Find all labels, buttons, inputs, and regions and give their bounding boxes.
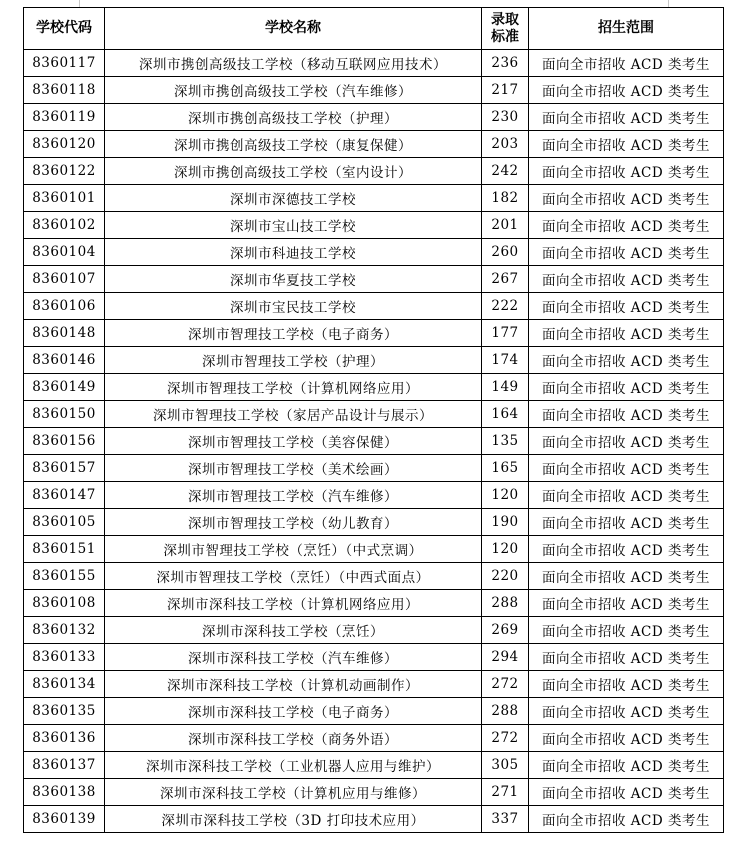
enrollment-scope-cell: 面向全市招收 ACD 类考生 bbox=[529, 104, 724, 131]
table-row bbox=[24, 509, 724, 536]
school-name-cell: 深圳市携创高级技工学校（护理） bbox=[105, 104, 482, 131]
school-name-cell: 深圳市智理技工学校（汽车维修） bbox=[105, 482, 482, 509]
enrollment-scope-cell: 面向全市招收 ACD 类考生 bbox=[529, 131, 724, 158]
admission-score-cell: 174 bbox=[482, 347, 529, 374]
admission-score-cell: 288 bbox=[482, 590, 529, 617]
school-code-cell: 8360149 bbox=[24, 374, 105, 401]
school-name-cell: 深圳市科迪技工学校 bbox=[105, 239, 482, 266]
school-code-cell: 8360107 bbox=[24, 266, 105, 293]
school-code-cell: 8360118 bbox=[24, 77, 105, 104]
enrollment-scope-cell: 面向全市招收 ACD 类考生 bbox=[529, 644, 724, 671]
school-name-cell: 深圳市智理技工学校（美术绘画） bbox=[105, 455, 482, 482]
enrollment-scope-cell: 面向全市招收 ACD 类考生 bbox=[529, 455, 724, 482]
enrollment-scope-cell: 面向全市招收 ACD 类考生 bbox=[529, 671, 724, 698]
table-row bbox=[24, 455, 724, 482]
enrollment-scope-cell: 面向全市招收 ACD 类考生 bbox=[529, 401, 724, 428]
admission-score-cell: 271 bbox=[482, 779, 529, 806]
school-name-cell: 深圳市深科技工学校（商务外语） bbox=[105, 725, 482, 752]
school-name-cell: 深圳市携创高级技工学校（汽车维修） bbox=[105, 77, 482, 104]
admission-score-cell: 165 bbox=[482, 455, 529, 482]
table-row bbox=[24, 644, 724, 671]
school-name-cell: 深圳市深科技工学校（计算机应用与维修） bbox=[105, 779, 482, 806]
table-row bbox=[24, 77, 724, 104]
enrollment-scope-cell: 面向全市招收 ACD 类考生 bbox=[529, 212, 724, 239]
school-name-cell: 深圳市宝民技工学校 bbox=[105, 293, 482, 320]
school-code-cell: 8360148 bbox=[24, 320, 105, 347]
school-name-cell: 深圳市智理技工学校（烹饪）（中西式面点） bbox=[105, 563, 482, 590]
admission-score-cell: 272 bbox=[482, 725, 529, 752]
school-name-cell: 深圳市智理技工学校（护理） bbox=[105, 347, 482, 374]
school-name-cell: 深圳市深科技工学校（3D 打印技术应用） bbox=[105, 806, 482, 833]
enrollment-scope-cell: 面向全市招收 ACD 类考生 bbox=[529, 806, 724, 833]
enrollment-scope-cell: 面向全市招收 ACD 类考生 bbox=[529, 617, 724, 644]
table-row bbox=[24, 158, 724, 185]
admission-score-cell: 305 bbox=[482, 752, 529, 779]
school-code-cell: 8360134 bbox=[24, 671, 105, 698]
school-name-cell: 深圳市深科技工学校（计算机动画制作） bbox=[105, 671, 482, 698]
school-code-cell: 8360151 bbox=[24, 536, 105, 563]
school-code-cell: 8360147 bbox=[24, 482, 105, 509]
school-name-cell: 深圳市智理技工学校（家居产品设计与展示） bbox=[105, 401, 482, 428]
school-name-cell: 深圳市携创高级技工学校（室内设计） bbox=[105, 158, 482, 185]
table-row bbox=[24, 590, 724, 617]
admission-score-cell: 222 bbox=[482, 293, 529, 320]
table-body bbox=[24, 50, 724, 833]
school-name-cell: 深圳市携创高级技工学校（移动互联网应用技术） bbox=[105, 50, 482, 77]
table-row bbox=[24, 320, 724, 347]
enrollment-scope-cell: 面向全市招收 ACD 类考生 bbox=[529, 752, 724, 779]
school-code-cell: 8360101 bbox=[24, 185, 105, 212]
enrollment-scope-cell: 面向全市招收 ACD 类考生 bbox=[529, 428, 724, 455]
school-code-cell: 8360104 bbox=[24, 239, 105, 266]
table-row bbox=[24, 50, 724, 77]
table-row bbox=[24, 536, 724, 563]
enrollment-scope-cell: 面向全市招收 ACD 类考生 bbox=[529, 77, 724, 104]
school-code-cell: 8360146 bbox=[24, 347, 105, 374]
table-row bbox=[24, 563, 724, 590]
school-name-cell: 深圳市宝山技工学校 bbox=[105, 212, 482, 239]
table-row bbox=[24, 266, 724, 293]
school-name-cell: 深圳市深科技工学校（电子商务） bbox=[105, 698, 482, 725]
admission-score-cell: 135 bbox=[482, 428, 529, 455]
admission-score-cell: 272 bbox=[482, 671, 529, 698]
school-code-cell: 8360117 bbox=[24, 50, 105, 77]
table-row bbox=[24, 374, 724, 401]
school-code-cell: 8360139 bbox=[24, 806, 105, 833]
enrollment-scope-cell: 面向全市招收 ACD 类考生 bbox=[529, 509, 724, 536]
admission-score-cell: 120 bbox=[482, 536, 529, 563]
school-name-cell: 深圳市深德技工学校 bbox=[105, 185, 482, 212]
table-row bbox=[24, 752, 724, 779]
table-row bbox=[24, 671, 724, 698]
school-name-cell: 深圳市携创高级技工学校（康复保健） bbox=[105, 131, 482, 158]
enrollment-scope-cell: 面向全市招收 ACD 类考生 bbox=[529, 50, 724, 77]
school-name-cell: 深圳市智理技工学校（烹饪）（中式烹调） bbox=[105, 536, 482, 563]
enrollment-scope-cell: 面向全市招收 ACD 类考生 bbox=[529, 239, 724, 266]
table-row bbox=[24, 212, 724, 239]
school-name-cell: 深圳市智理技工学校（幼儿教育） bbox=[105, 509, 482, 536]
table-row bbox=[24, 401, 724, 428]
school-code-cell: 8360119 bbox=[24, 104, 105, 131]
admission-score-cell: 217 bbox=[482, 77, 529, 104]
header-admission-score bbox=[482, 8, 529, 50]
enrollment-scope-cell: 面向全市招收 ACD 类考生 bbox=[529, 185, 724, 212]
admission-score-cell: 190 bbox=[482, 509, 529, 536]
admission-score-cell: 236 bbox=[482, 50, 529, 77]
page-margin-guide-left bbox=[79, 0, 80, 7]
school-code-cell: 8360105 bbox=[24, 509, 105, 536]
header-enrollment-scope: 招生范围 bbox=[529, 8, 724, 50]
enrollment-scope-cell: 面向全市招收 ACD 类考生 bbox=[529, 158, 724, 185]
admission-score-cell: 269 bbox=[482, 617, 529, 644]
school-code-cell: 8360156 bbox=[24, 428, 105, 455]
enrollment-scope-cell: 面向全市招收 ACD 类考生 bbox=[529, 266, 724, 293]
table-row bbox=[24, 185, 724, 212]
admission-score-cell: 288 bbox=[482, 698, 529, 725]
table-row bbox=[24, 293, 724, 320]
school-name-cell: 深圳市深科技工学校（工业机器人应用与维护） bbox=[105, 752, 482, 779]
school-code-cell: 8360102 bbox=[24, 212, 105, 239]
header-score-line1: 录取 bbox=[491, 11, 519, 28]
admission-score-cell: 164 bbox=[482, 401, 529, 428]
enrollment-scope-cell: 面向全市招收 ACD 类考生 bbox=[529, 320, 724, 347]
school-code-cell: 8360150 bbox=[24, 401, 105, 428]
admission-score-cell: 260 bbox=[482, 239, 529, 266]
enrollment-scope-cell: 面向全市招收 ACD 类考生 bbox=[529, 293, 724, 320]
enrollment-scope-cell: 面向全市招收 ACD 类考生 bbox=[529, 698, 724, 725]
table-row bbox=[24, 131, 724, 158]
enrollment-scope-cell: 面向全市招收 ACD 类考生 bbox=[529, 590, 724, 617]
table-row bbox=[24, 104, 724, 131]
admission-score-cell: 182 bbox=[482, 185, 529, 212]
enrollment-scope-cell: 面向全市招收 ACD 类考生 bbox=[529, 374, 724, 401]
table-row bbox=[24, 725, 724, 752]
school-code-cell: 8360135 bbox=[24, 698, 105, 725]
table-row bbox=[24, 428, 724, 455]
table-row bbox=[24, 698, 724, 725]
school-code-cell: 8360137 bbox=[24, 752, 105, 779]
table-row bbox=[24, 482, 724, 509]
enrollment-scope-cell: 面向全市招收 ACD 类考生 bbox=[529, 563, 724, 590]
admission-score-cell: 230 bbox=[482, 104, 529, 131]
enrollment-scope-cell: 面向全市招收 ACD 类考生 bbox=[529, 725, 724, 752]
school-code-cell: 8360133 bbox=[24, 644, 105, 671]
school-code-cell: 8360122 bbox=[24, 158, 105, 185]
school-code-cell: 8360120 bbox=[24, 131, 105, 158]
school-name-cell: 深圳市华夏技工学校 bbox=[105, 266, 482, 293]
school-code-cell: 8360108 bbox=[24, 590, 105, 617]
enrollment-scope-cell: 面向全市招收 ACD 类考生 bbox=[529, 347, 724, 374]
school-code-cell: 8360136 bbox=[24, 725, 105, 752]
school-name-cell: 深圳市智理技工学校（电子商务） bbox=[105, 320, 482, 347]
header-score-line2: 标准 bbox=[491, 28, 519, 45]
school-name-cell: 深圳市智理技工学校（计算机网络应用） bbox=[105, 374, 482, 401]
table-row bbox=[24, 779, 724, 806]
school-name-cell: 深圳市深科技工学校（汽车维修） bbox=[105, 644, 482, 671]
enrollment-scope-cell: 面向全市招收 ACD 类考生 bbox=[529, 779, 724, 806]
admission-score-cell: 203 bbox=[482, 131, 529, 158]
enrollment-scope-cell: 面向全市招收 ACD 类考生 bbox=[529, 536, 724, 563]
admission-score-cell: 177 bbox=[482, 320, 529, 347]
admission-score-cell: 242 bbox=[482, 158, 529, 185]
table-row bbox=[24, 806, 724, 833]
table-header-row bbox=[24, 8, 724, 50]
table-row bbox=[24, 239, 724, 266]
school-code-cell: 8360132 bbox=[24, 617, 105, 644]
admission-score-cell: 337 bbox=[482, 806, 529, 833]
school-name-cell: 深圳市智理技工学校（美容保健） bbox=[105, 428, 482, 455]
admission-score-cell: 120 bbox=[482, 482, 529, 509]
table-row bbox=[24, 617, 724, 644]
school-name-cell: 深圳市深科技工学校（计算机网络应用） bbox=[105, 590, 482, 617]
page-margin-guide-right bbox=[668, 0, 669, 7]
admission-score-cell: 220 bbox=[482, 563, 529, 590]
admission-score-cell: 294 bbox=[482, 644, 529, 671]
admission-score-cell: 201 bbox=[482, 212, 529, 239]
school-code-cell: 8360138 bbox=[24, 779, 105, 806]
enrollment-scope-cell: 面向全市招收 ACD 类考生 bbox=[529, 482, 724, 509]
header-school-name: 学校名称 bbox=[105, 8, 482, 50]
school-name-cell: 深圳市深科技工学校（烹饪） bbox=[105, 617, 482, 644]
admissions-table bbox=[23, 7, 724, 833]
table-row bbox=[24, 347, 724, 374]
school-code-cell: 8360157 bbox=[24, 455, 105, 482]
header-school-code: 学校代码 bbox=[24, 8, 105, 50]
school-code-cell: 8360155 bbox=[24, 563, 105, 590]
admission-score-cell: 149 bbox=[482, 374, 529, 401]
school-code-cell: 8360106 bbox=[24, 293, 105, 320]
admission-score-cell: 267 bbox=[482, 266, 529, 293]
